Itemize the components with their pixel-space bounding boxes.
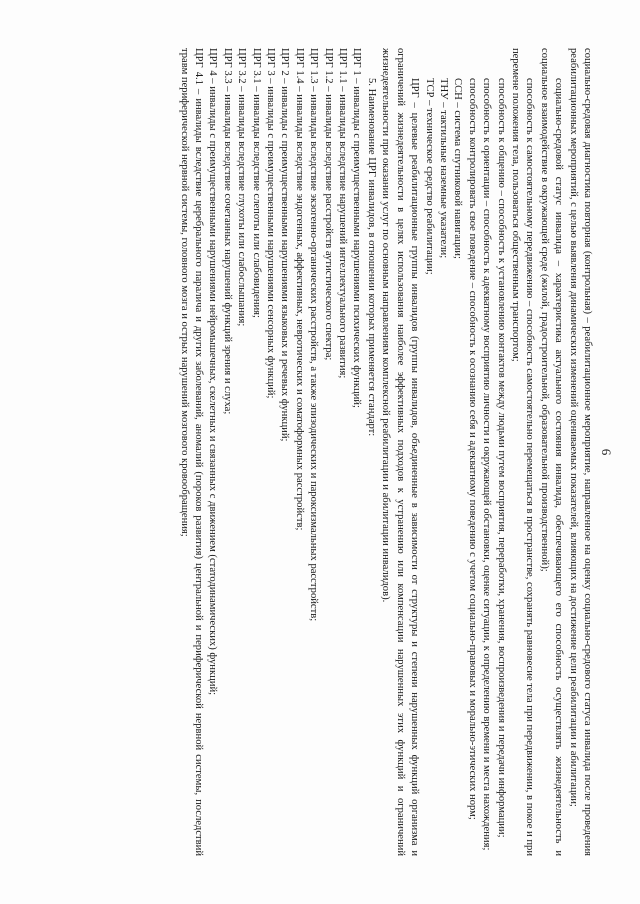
paragraph: 5. Наименование ЦРГ инвалидов, в отношении которых применяется стандарт:	[365, 78, 377, 437]
page-content	[20, 32, 620, 872]
list-item: ЦРГ 1.3 – инвалиды вследствие экзогенно-органических расстройств, а также эпизодических и пароксизмальных расстройств;	[308, 48, 320, 622]
list-item: ЦРГ 1.2 – инвалиды вследствие расстройств аутистического спектра;	[322, 48, 334, 361]
list-item: ЦРГ 3 – инвалиды с преимущественными нарушениями сенсорных функций;	[265, 48, 277, 399]
paragraph: ТНУ – тактильные наземные указатели;	[437, 78, 449, 259]
paragraph: ТСР – техническое средство реабилитации;	[423, 78, 435, 275]
list-item: ЦРГ 3.2 – инвалиды вследствие глухоты или слабослышания;	[236, 48, 248, 327]
page-number: 6	[599, 448, 614, 456]
list-item: ЦРГ 3.3 – инвалиды вследствие сочетанных нарушений функций зрения и слуха;	[221, 48, 233, 415]
paragraph: способность к общению – способность к установлению контактов между людьми путем восприятия, переработки, хранения, воспроизведения и передачи информации;	[495, 78, 507, 838]
list-item: ЦРГ 1 – инвалиды с преимущественными нарушениями психических функций;	[351, 48, 363, 408]
list-item: ЦРГ 4 – инвалиды с преимущественными нарушениями нейромышечных, скелетных и связанных с движением (статодинамических) функций;	[207, 48, 219, 696]
paragraph: ССН – система спутниковой навигации;	[452, 78, 464, 259]
body-text	[176, 48, 594, 856]
paragraph: социально-средовая диагностика повторная (контрольная) – реабилитационное мероприятие, направленное на оценку социально-средового статуса инвалида после проведения реабилитационных мероприятий, с целью выявления динамических изменений оцениваемых показателей, влияющих на достижение цели реабилитации и абилитации;	[567, 48, 593, 856]
list-item: ЦРГ 1.1 – инвалиды вследствие нарушений интеллектуального развития;	[337, 48, 349, 379]
list-item: ЦРГ 4.1 – инвалиды вследствие церебрального паралича и других заболеваний, аномалий (пороков развития) центральной и периферической нервной системы, последствий травм периферической нервной системы, головного мозга и острых нарушений мозгового кровообращения;	[178, 48, 205, 856]
paragraph: способность к самостоятельному передвижению – способность самостоятельно перемещаться в пространстве, сохранять равновесие тела при передвижении, в покое и при перемене положения тела, пользоваться общественным транспортом;	[509, 48, 536, 856]
paragraph: способность контролировать свое поведение – способность к осознанию себя и адекватному поведению с учетом социально-правовых и морально-этических норм;	[466, 78, 478, 820]
paragraph: социально-средовой статус инвалида – характеристика актуального состояния инвалида, обеспечивающего его способность осуществлять жизнедеятельность и социальное взаимодействие в окружающей среде (жилой, градостроительной, образовательной производственной);	[538, 48, 565, 856]
list-item: ЦРГ 3.1 – инвалиды вследствие слепоты или слабовидения;	[250, 48, 262, 318]
list-item: ЦРГ 2 – инвалиды с преимущественными нарушениями языковых и речевых функций;	[279, 48, 291, 442]
paragraph: способность к ориентации – способность к адекватному восприятию личности и окружающей обстановки, оценке ситуации, к определению времени и места нахождения;	[481, 78, 493, 851]
paragraph: ЦРГ – целевые реабилитационные группы инвалидов (группы инвалидов, объединенные в зависимости от структуры и степени нарушенных функций организма и ограничений жизнедеятельности в целях использования наиболее эффективных подходов к устранению или компенсации нарушенных этих функций и ограничений жизнедеятельности при оказании услуг по основным направлениям комплексной реабилитации и абилитации инвалидов).	[380, 48, 421, 856]
list-item: ЦРГ 1.4 – инвалиды вследствие эндогенных, аффективных, невротических и соматоформных расстройств;	[293, 48, 305, 531]
